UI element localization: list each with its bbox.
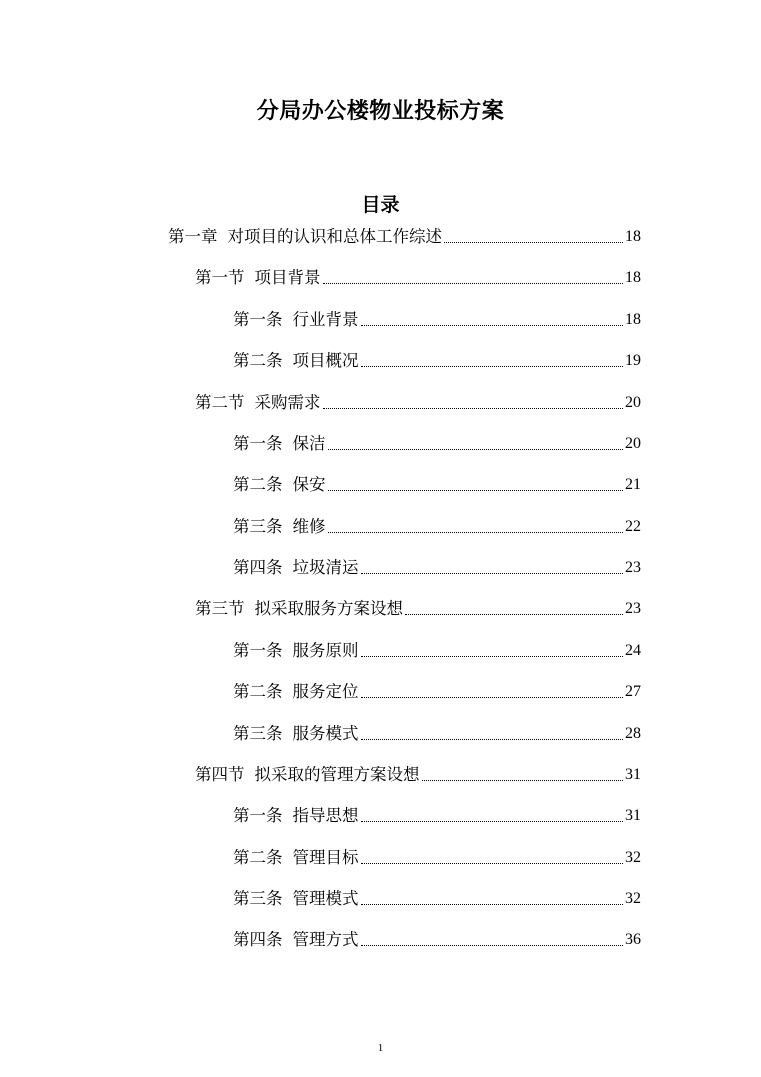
toc-entry-page: 31 — [625, 807, 641, 824]
toc-entry-number: 第一章 — [168, 227, 218, 246]
toc-entry-title: 项目概况 — [292, 351, 359, 370]
toc-entry-page: 20 — [625, 394, 641, 411]
toc-entry[interactable] — [233, 303, 641, 331]
toc-dot-leader — [361, 739, 624, 740]
toc-entry-page: 32 — [625, 849, 641, 866]
toc-entry[interactable] — [195, 592, 641, 620]
toc-entry-title: 拟采取的管理方案设想 — [254, 765, 420, 784]
toc-entry-title: 项目背景 — [254, 268, 321, 287]
toc-entry-number: 第四条 — [233, 558, 283, 577]
toc-dot-leader — [405, 614, 623, 615]
toc-entry-title: 垃圾清运 — [292, 558, 359, 577]
toc-heading: 目录 — [361, 194, 400, 216]
toc-entry-page: 24 — [625, 642, 641, 659]
toc-entry-number: 第二节 — [195, 393, 245, 412]
toc-entry-page: 21 — [625, 476, 641, 493]
toc-entry-page: 36 — [625, 931, 641, 948]
toc-entry[interactable] — [195, 758, 641, 786]
toc-dot-leader — [323, 408, 624, 409]
toc-entry-number: 第四条 — [233, 930, 283, 949]
toc-dot-leader — [328, 532, 624, 533]
toc-entry-page: 23 — [625, 559, 641, 576]
toc-entry-number: 第一节 — [195, 268, 245, 287]
toc-entry[interactable] — [233, 882, 641, 910]
toc-entry-title: 行业背景 — [292, 310, 359, 329]
toc-entry-title: 管理模式 — [292, 889, 359, 908]
toc-dot-leader — [328, 490, 624, 491]
toc-entry-number: 第二条 — [233, 475, 283, 494]
toc-entry-page: 18 — [625, 269, 641, 286]
toc-entry-page: 18 — [625, 311, 641, 328]
toc-entry-number: 第一条 — [233, 806, 283, 825]
toc-entry-title: 服务定位 — [292, 682, 359, 701]
toc-dot-leader — [361, 325, 624, 326]
toc-entry-title: 指导思想 — [292, 806, 359, 825]
toc-entry[interactable] — [233, 634, 641, 662]
toc-entry-title: 保安 — [292, 475, 326, 494]
toc-entry[interactable] — [233, 841, 641, 869]
toc-entry-title: 采购需求 — [254, 393, 321, 412]
toc-dot-leader — [323, 283, 624, 284]
toc-entry-number: 第四节 — [195, 765, 245, 784]
toc-entry-page: 20 — [625, 435, 641, 452]
toc-entry[interactable] — [233, 551, 641, 579]
toc-entry[interactable] — [233, 717, 641, 745]
toc-entry-number: 第一条 — [233, 434, 283, 453]
toc-entry-number: 第一条 — [233, 310, 283, 329]
toc-dot-leader — [422, 780, 624, 781]
toc-entry[interactable] — [233, 468, 641, 496]
toc-entry[interactable] — [233, 427, 641, 455]
toc-entry-page: 18 — [625, 228, 641, 245]
toc-entry-title: 服务模式 — [292, 724, 359, 743]
toc-entry-page: 32 — [625, 890, 641, 907]
toc-entry[interactable] — [233, 675, 641, 703]
toc-dot-leader — [361, 656, 624, 657]
toc-entry-title: 服务原则 — [292, 641, 359, 660]
toc-entry-title: 对项目的认识和总体工作综述 — [227, 227, 442, 246]
toc-entry-page: 31 — [625, 766, 641, 783]
toc-entry-page: 28 — [625, 725, 641, 742]
toc-entry-title: 管理方式 — [292, 930, 359, 949]
toc-dot-leader — [361, 821, 624, 822]
toc-entry-title: 管理目标 — [292, 848, 359, 867]
toc-entry-page: 27 — [625, 683, 641, 700]
toc-dot-leader — [361, 904, 624, 905]
toc-entry-title: 保洁 — [292, 434, 326, 453]
toc-entry[interactable] — [233, 344, 641, 372]
toc-entry-number: 第三节 — [195, 599, 245, 618]
toc-entry-page: 19 — [625, 352, 641, 369]
toc-entry-number: 第二条 — [233, 682, 283, 701]
toc-entry[interactable] — [233, 799, 641, 827]
toc-entry[interactable] — [233, 510, 641, 538]
toc-entry-title: 拟采取服务方案设想 — [254, 599, 403, 618]
toc-dot-leader — [328, 449, 624, 450]
toc-entry[interactable] — [195, 386, 641, 414]
toc-dot-leader — [361, 573, 624, 574]
toc-dot-leader — [444, 242, 623, 243]
toc-dot-leader — [361, 863, 624, 864]
toc-dot-leader — [361, 945, 624, 946]
toc-entry-number: 第三条 — [233, 889, 283, 908]
toc-entry-title: 维修 — [292, 517, 326, 536]
toc-entry-number: 第三条 — [233, 724, 283, 743]
toc-entry-number: 第二条 — [233, 351, 283, 370]
document-title: 分局办公楼物业投标方案 — [256, 99, 505, 124]
toc-entry[interactable] — [233, 923, 641, 951]
toc-entry[interactable] — [168, 220, 641, 248]
toc-dot-leader — [361, 366, 624, 367]
toc-entry[interactable] — [195, 261, 641, 289]
toc-entry-number: 第二条 — [233, 848, 283, 867]
toc-entry-number: 第一条 — [233, 641, 283, 660]
toc-entry-page: 23 — [625, 600, 641, 617]
toc-entry-number: 第三条 — [233, 517, 283, 536]
toc-entry-page: 22 — [625, 518, 641, 535]
page-number: 1 — [377, 1042, 384, 1054]
toc-dot-leader — [361, 697, 624, 698]
